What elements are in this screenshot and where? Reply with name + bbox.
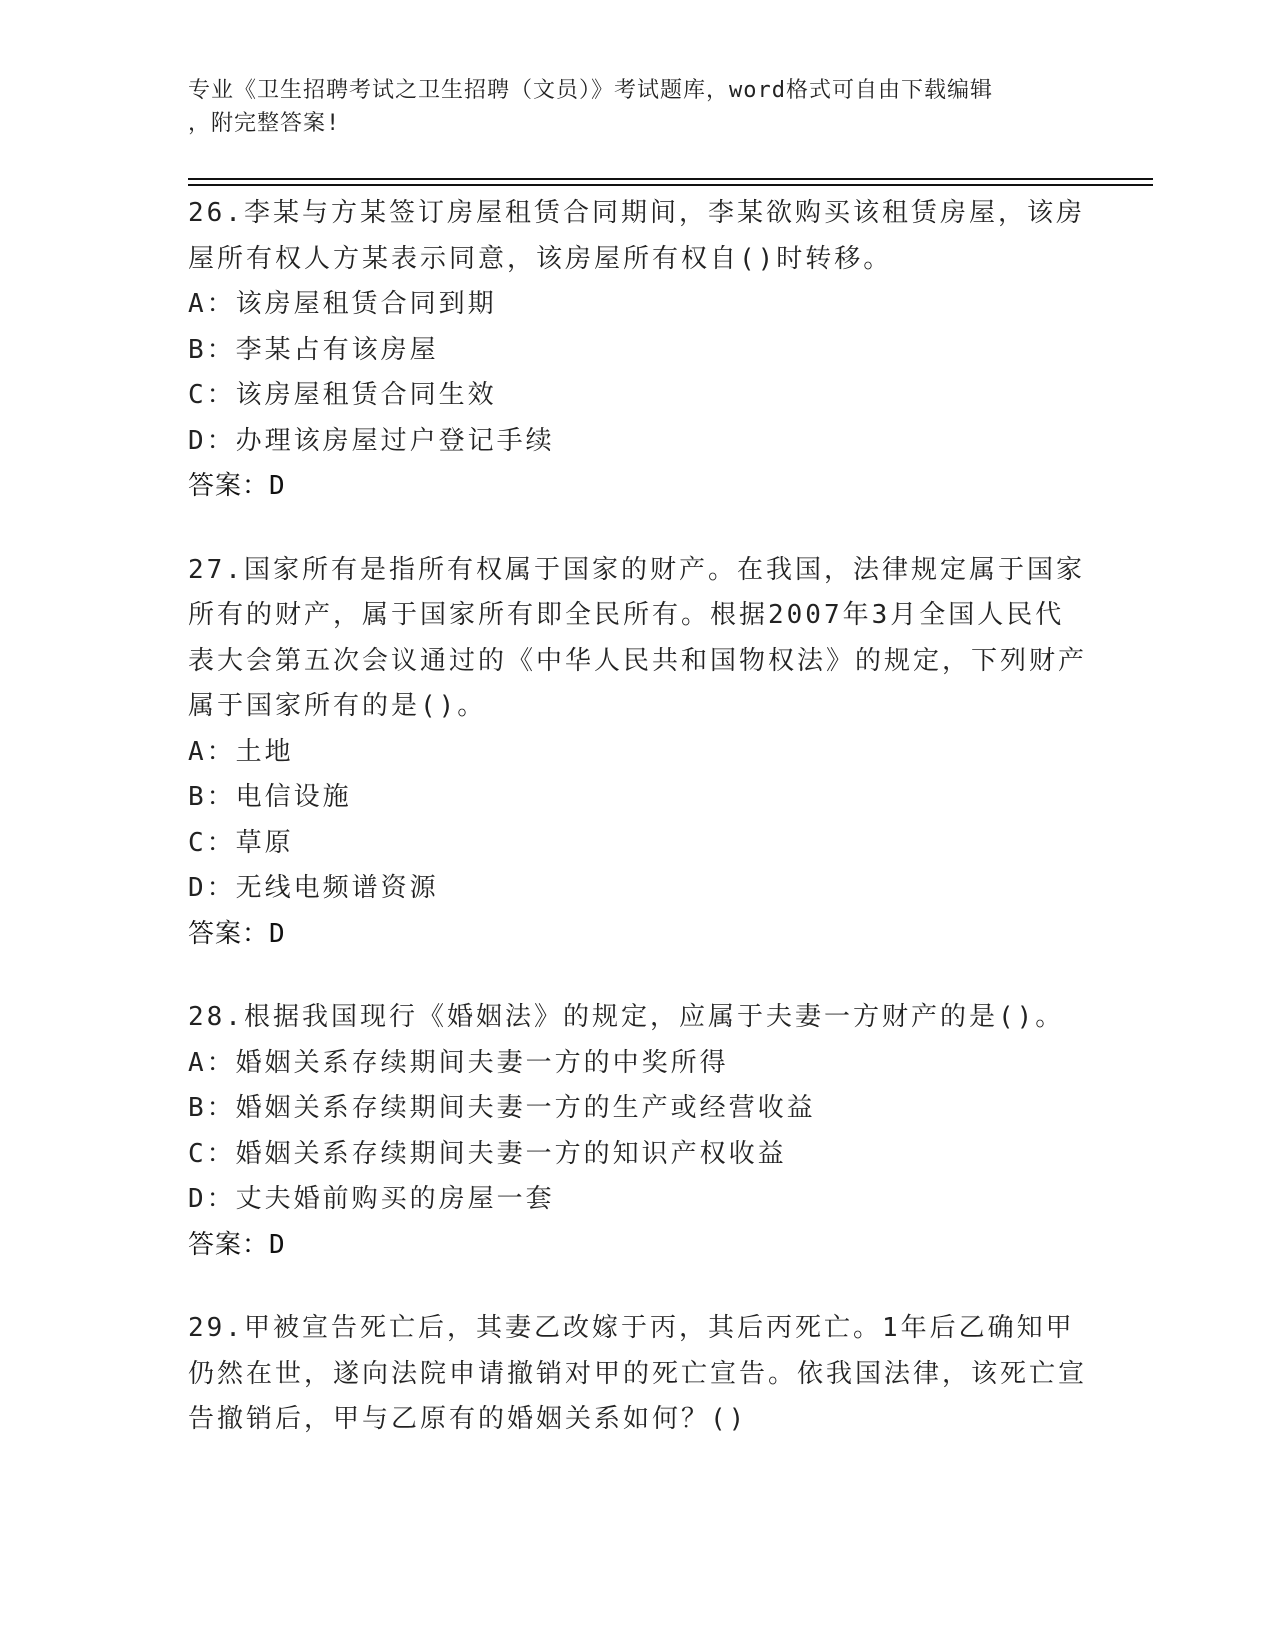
header-line-2: ，附完整答案! [188, 111, 341, 136]
option-b: B：电信设施 [188, 782, 352, 812]
option-a: A：该房屋租赁合同到期 [188, 289, 497, 319]
question-29 [188, 1306, 1088, 1443]
option-d: D：丈夫婚前购买的房屋一套 [188, 1184, 555, 1214]
option-c: C：婚姻关系存续期间夫妻一方的知识产权收益 [188, 1138, 787, 1169]
option-c: C：草原 [188, 827, 294, 858]
answer: 答案：D [188, 1229, 286, 1260]
option-d: D：办理该房屋过户登记手续 [188, 425, 555, 456]
document-header [188, 74, 1068, 140]
question-stem: 28.根据我国现行《婚姻法》的规定，应属于夫妻一方财产的是()。 [188, 1002, 1065, 1032]
option-a: A：土地 [188, 736, 294, 767]
question-stem: 27.国家所有是指所有权属于国家的财产。在我国，法律规定属于国家所有的财产，属于国家所有即全民所有。根据2007年3月全国人民代表大会第五次会议通过的《中华人民共和国物权法》的规定，下列财产属于国家所有的是()。 [188, 554, 1088, 721]
header-divider-bottom [188, 184, 1153, 186]
question-stem: 26.李某与方某签订房屋租赁合同期间，李某欲购买该租赁房屋，该房屋所有权人方某表示同意，该房屋所有权自()时转移。 [188, 198, 1085, 274]
question-27 [188, 548, 1088, 958]
answer: 答案：D [188, 471, 286, 501]
option-d: D：无线电频谱资源 [188, 873, 439, 903]
question-list [188, 191, 1088, 1481]
header-line-1: 专业《卫生招聘考试之卫生招聘（文员）》考试题库，word格式可自由下载编辑 [188, 78, 993, 103]
option-c: C：该房屋租赁合同生效 [188, 380, 497, 410]
option-a: A：婚姻关系存续期间夫妻一方的中奖所得 [188, 1047, 729, 1078]
question-26 [188, 191, 1088, 510]
option-b: B：李某占有该房屋 [188, 334, 439, 365]
answer: 答案：D [188, 918, 286, 949]
question-stem: 29.甲被宣告死亡后，其妻乙改嫁于丙，其后丙死亡。1年后乙确知甲仍然在世，遂向法院申请撤销对甲的死亡宣告。依我国法律，该死亡宣告撤销后，甲与乙原有的婚姻关系如何？() [188, 1313, 1088, 1434]
option-b: B：婚姻关系存续期间夫妻一方的生产或经营收益 [188, 1093, 816, 1123]
question-28 [188, 995, 1088, 1268]
header-divider-top [188, 178, 1153, 180]
